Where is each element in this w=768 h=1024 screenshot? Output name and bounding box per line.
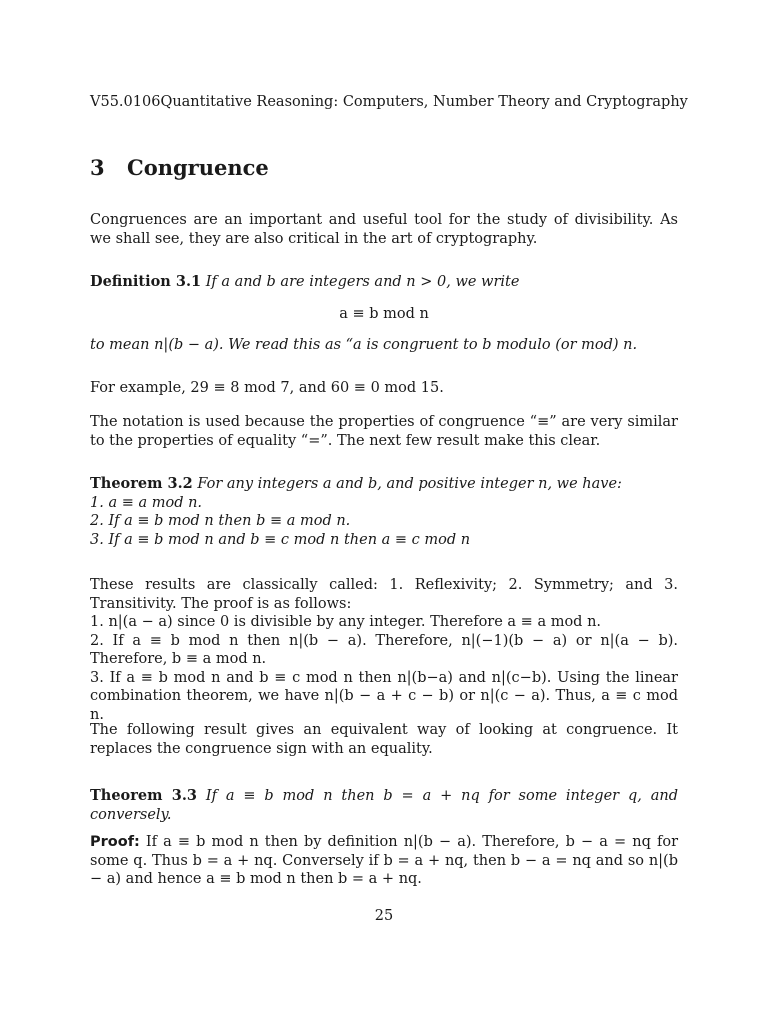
intro-paragraph: Congruences are an important and useful tool for the study of divisibility. As we shall see, they are also critical in the art of cryptography. [90,212,678,247]
proof-3-2 [90,576,678,724]
proof-3-2-part-1: 1. n|(a − a) since 0 is divisible by any integer. Therefore a ≡ a mod n. [90,614,602,630]
theorem-3-2-text: For any integers a and b, and positive integer n, we have: [197,476,622,492]
theorem-3-2-label: Theorem 3.2 [90,475,193,492]
definition-3-1 [90,273,678,292]
proof-3-3 [90,833,678,889]
page-number: 25 [374,908,394,924]
theorem-3-2-item-1: 1. a ≡ a mod n. [90,494,203,511]
proof-3-2-part-3: 3. If a ≡ b mod n and b ≡ c mod n then n|(b−a) and n|(c−b). Using the linear combination theorem, we have n|(b − a + c − b) or n|(c − a). Thus, a ≡ c mod n. [90,669,678,723]
definition-text: If a and b are integers and n > 0, we write [205,274,520,290]
example-paragraph: For example, 29 ≡ 8 mod 7, and 60 ≡ 0 mod 15. [90,380,444,396]
theorem-3-2-item-3: 3. If a ≡ b mod n and b ≡ c mod n then a ≡ c mod n [90,531,471,548]
proof-3-2-part-2: 2. If a ≡ b mod n then n|(b − a). Therefore, n|(−1)(b − a) or n|(a − b). Therefore, b ≡ a mod n. [90,632,678,667]
theorem-3-2 [90,475,678,549]
notation-paragraph: The notation is used because the properties of congruence “≡” are very similar to the properties of equality “=”. The next few result make this clear. [90,414,678,449]
following-paragraph: The following result gives an equivalent way of looking at congruence. It replaces the congruence sign with an equality. [90,722,678,757]
definition-display-equation: a ≡ b mod n [339,306,429,322]
theorem-3-3-label: Theorem 3.3 [90,787,197,804]
proof-3-3-text: If a ≡ b mod n then by definition n|(b − a). Therefore, b − a = nq for some q. Thus b = a + nq. Conversely if b = a + nq, then b − a = nq and so n|(b − a) and hence a ≡ b mod n then b = a + nq. [90,834,678,887]
definition-label: Definition 3.1 [90,273,202,290]
section-number: 3 [90,155,105,180]
proof-3-2-intro: These results are classically called: 1. Reflexivity; 2. Symmetry; and 3. Transitivity. The proof is as follows: [90,577,678,612]
theorem-3-3 [90,787,678,824]
course-code: V55.0106 [90,94,161,110]
running-header [90,94,688,110]
section-title: Congruence [127,155,269,180]
document-page [90,0,688,1024]
definition-meaning: to mean n|(b − a). We read this as “a is congruent to b modulo (or mod) n. [90,337,638,353]
theorem-3-3-text: If a ≡ b mod n then b = a + nq for some integer q, and conversely. [90,788,679,823]
section-heading [90,155,269,180]
proof-label: Proof: [90,834,140,850]
theorem-3-2-item-2: 2. If a ≡ b mod n then b ≡ a mod n. [90,513,351,529]
course-title: Quantitative Reasoning: Computers, Number Theory and Cryptography [160,94,688,110]
